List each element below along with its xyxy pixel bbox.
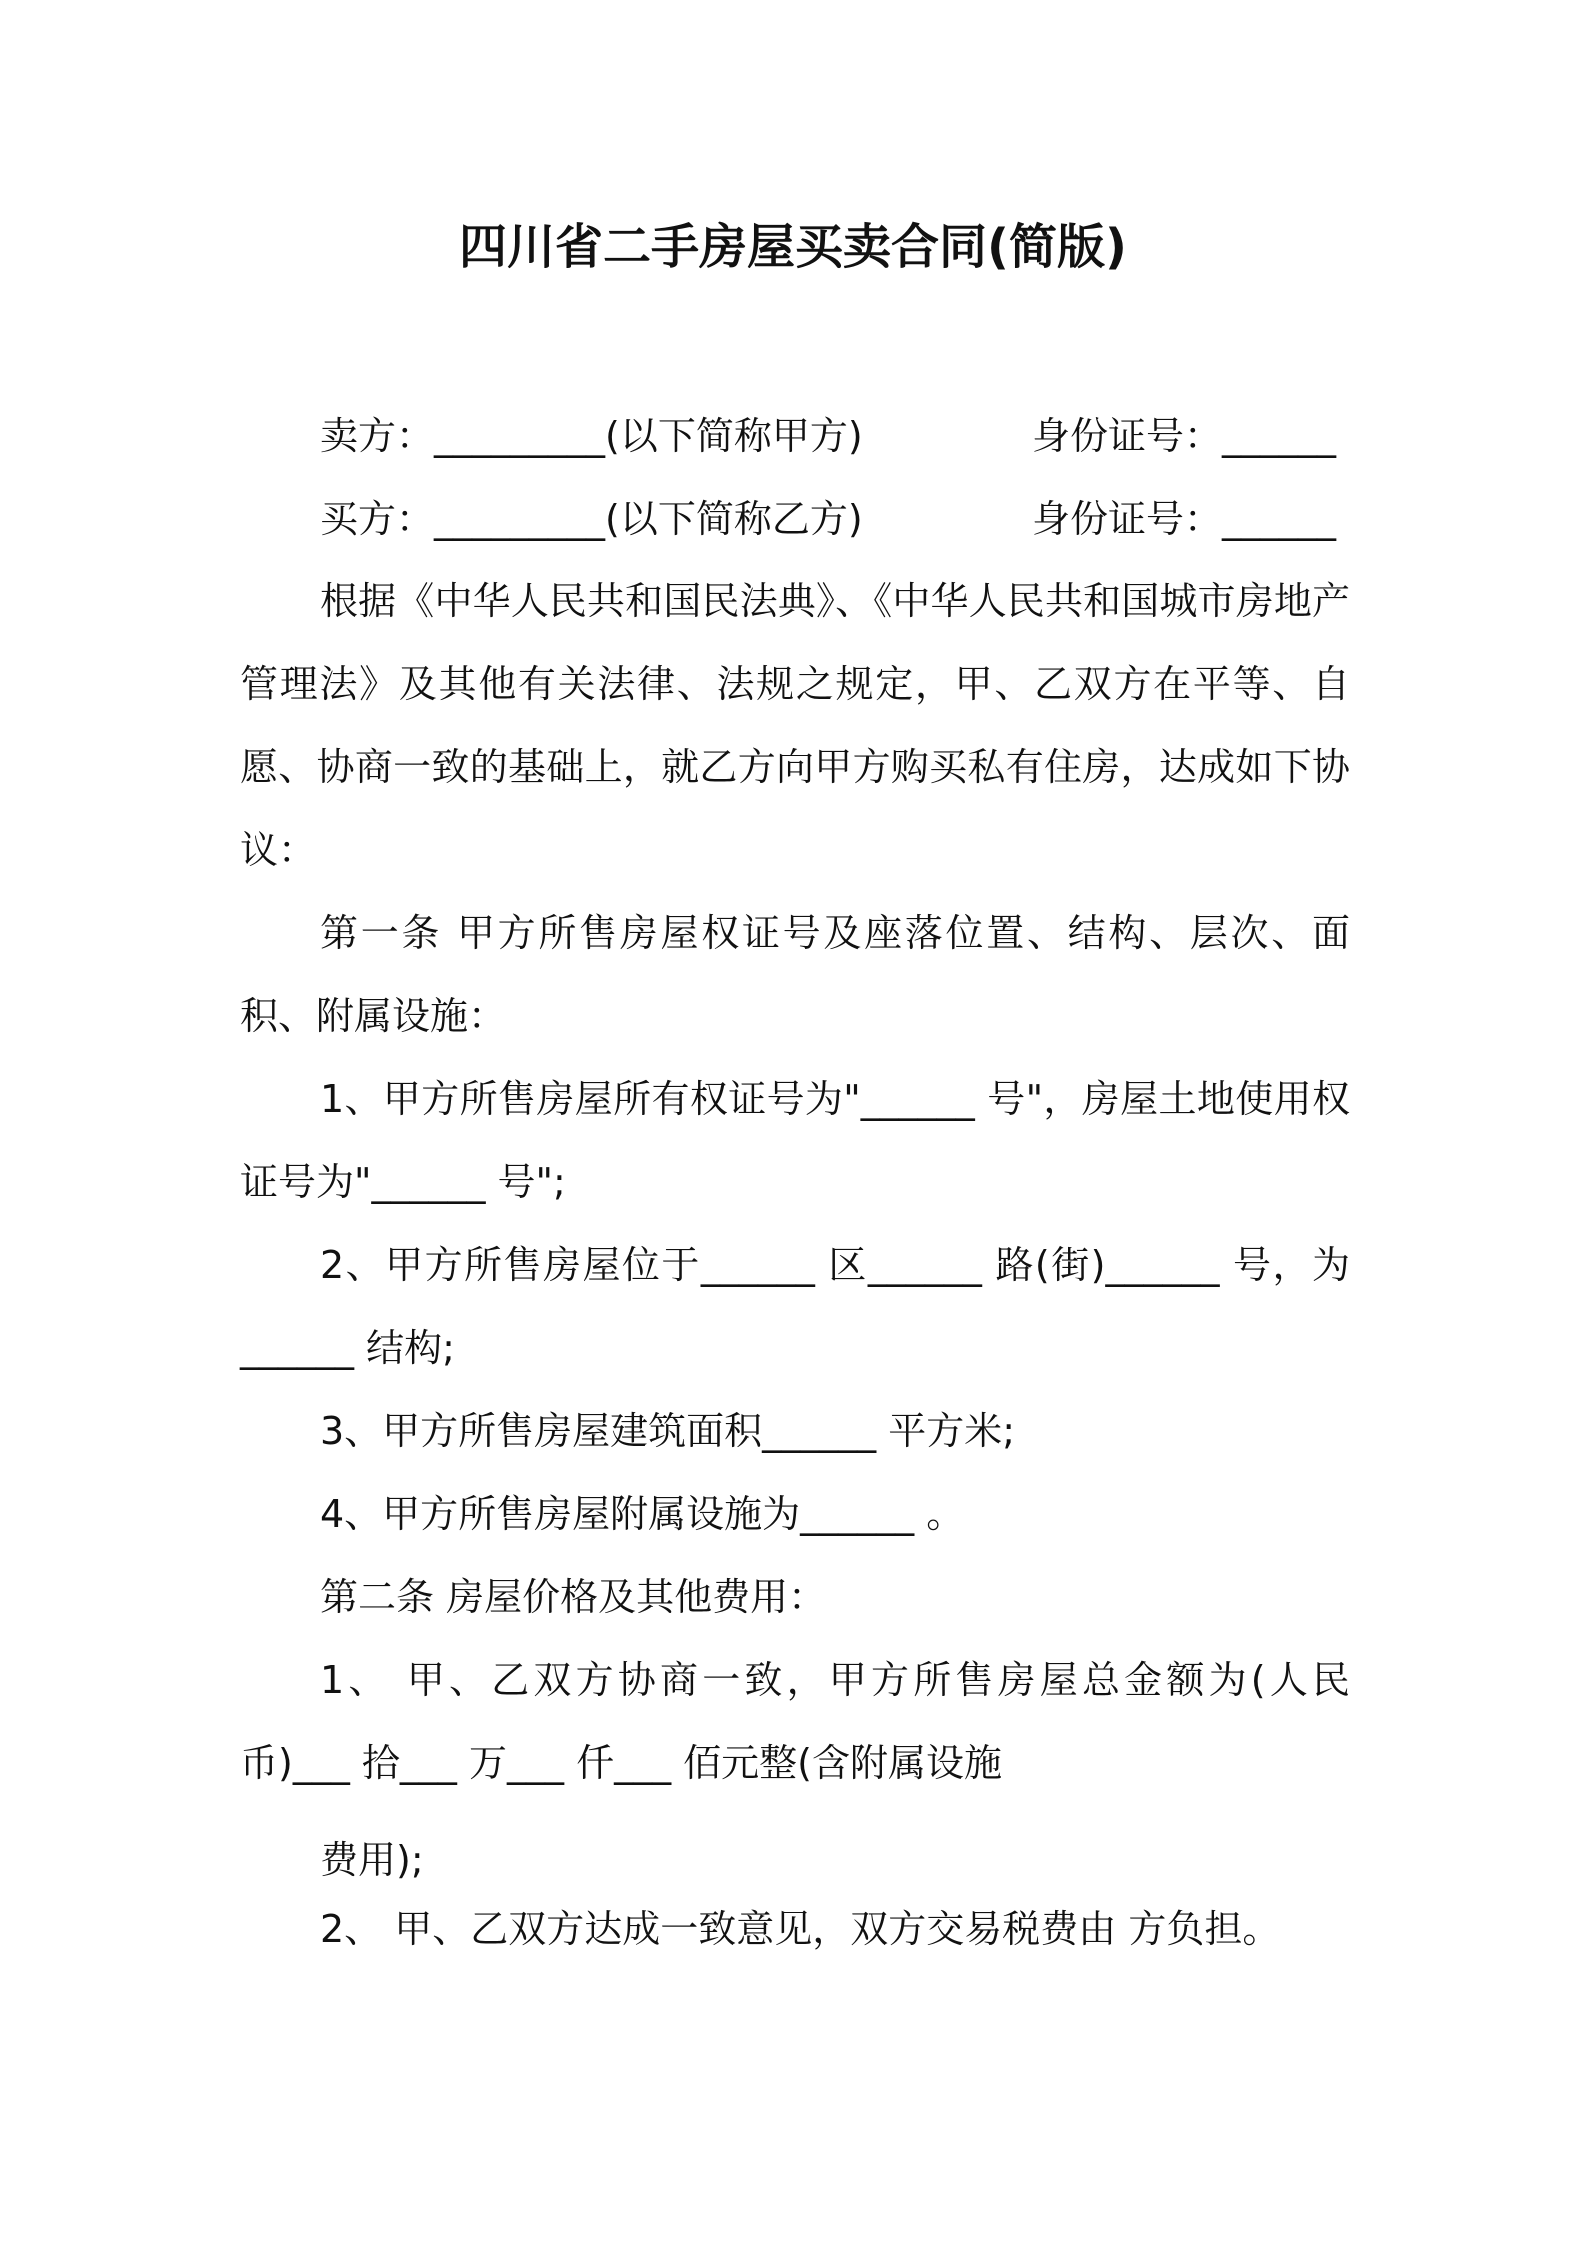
preamble-paragraph: 根据《中华人民共和国民法典》、《中华人民共和国城市房地产管理法》及其他有关法律、法规之规定，甲、乙双方在平等、自愿、协商一致的基础上，就乙方向甲方购买私有住房，达成如下协议： (240, 579, 1350, 872)
buyer-label: 买方：_________(以下简称乙方) (320, 497, 863, 541)
seller-id-label: 身份证号：______ (1032, 414, 1337, 458)
article2-item1-continuation: 费用); (320, 1838, 424, 1882)
buyer-line (320, 491, 1360, 547)
article1-item2: 2、甲方所售房屋位于______ 区______ 路(街)______ 号，为______ 结构; (240, 1243, 1350, 1370)
article1-heading: 第一条 甲方所售房屋权证号及座落位置、结构、层次、面积、附属设施： (240, 911, 1350, 1038)
article1-item1: 1、甲方所售房屋所有权证号为"______ 号"，房屋土地使用权证号为"______ 号"; (240, 1077, 1350, 1204)
article1-item3: 3、甲方所售房屋建筑面积______ 平方米; (320, 1409, 1016, 1453)
article2-item1: 1、 甲、乙双方协商一致，甲方所售房屋总金额为(人民币)___ 拾___ 万___ 仟___ 佰元整(含附属设施 (240, 1658, 1350, 1785)
page-title: 四川省二手房屋买卖合同(简版) (459, 219, 1127, 275)
seller-line (320, 408, 1360, 464)
seller-label: 卖方：_________(以下简称甲方) (320, 414, 863, 458)
article1-item4: 4、甲方所售房屋附属设施为______ 。 (320, 1492, 965, 1536)
article2-item2: 2、 甲、乙双方达成一致意见，双方交易税费由 方负担。 (320, 1907, 1281, 1951)
buyer-id-label: 身份证号：______ (1032, 497, 1337, 541)
article2-heading: 第二条 房屋价格及其他费用： (320, 1575, 827, 1619)
